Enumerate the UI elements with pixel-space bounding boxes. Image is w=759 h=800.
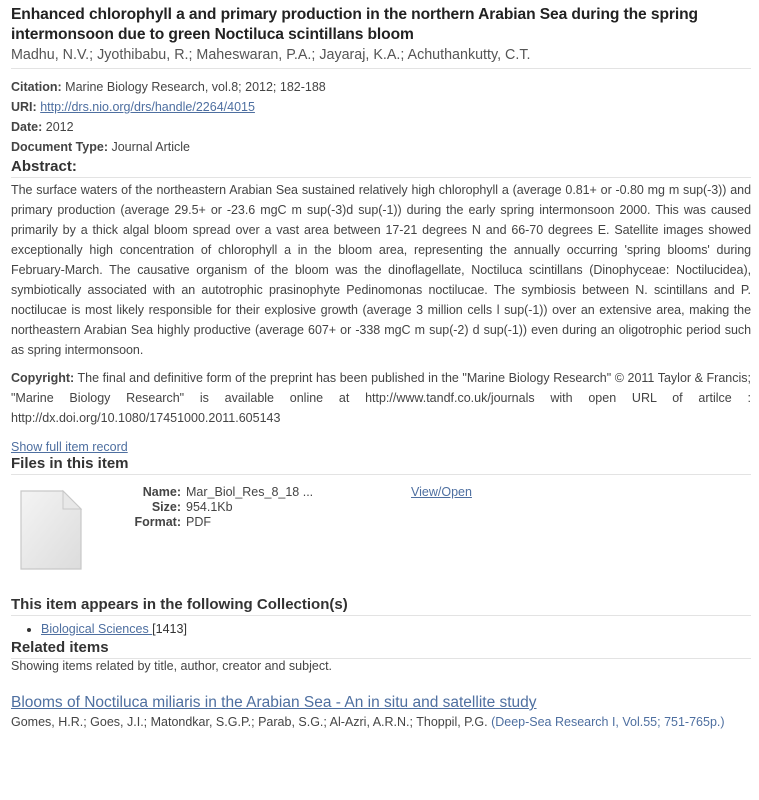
citation-value: Marine Biology Research, vol.8; 2012; 182-188 xyxy=(65,80,326,94)
file-format-value: PDF xyxy=(186,515,211,529)
file-name-row xyxy=(111,485,313,500)
date-label: Date: xyxy=(11,120,43,134)
file-format-label: Format: xyxy=(134,515,181,529)
collection-item xyxy=(41,620,751,638)
file-thumbnail-icon[interactable] xyxy=(19,489,83,571)
item-title: Enhanced chlorophyll a and primary production in the northern Arabian Sea during the spring intermonsoon due to green Noctiluca scintillans bloom xyxy=(11,6,698,43)
uri-link[interactable]: http://drs.nio.org/drs/handle/2264/4015 xyxy=(40,100,255,114)
file-size-label: Size: xyxy=(151,500,181,514)
file-row xyxy=(11,485,751,595)
file-name-value: Mar_Biol_Res_8_18 ... xyxy=(186,485,314,499)
related-item-authors: Gomes, H.R.; Goes, J.I.; Matondkar, S.G.P.; Parab, S.G.; Al-Azri, A.R.N.; Thoppil, P.G. xyxy=(11,715,488,729)
date-value: 2012 xyxy=(45,120,74,134)
related-item-citation: (Deep-Sea Research I, Vol.55; 751-765p.) xyxy=(491,715,725,729)
item-authors: Madhu, N.V.; Jyothibabu, R.; Maheswaran, P.A.; Jayaraj, K.A.; Achuthankutty, C.T. xyxy=(11,45,751,69)
document-icon xyxy=(19,489,83,571)
doctype-value: Journal Article xyxy=(111,140,190,154)
collections-heading: This item appears in the following Collection(s) xyxy=(11,595,751,616)
file-format-row xyxy=(111,515,313,530)
files-heading: Files in this item xyxy=(11,454,751,475)
collection-link[interactable]: Biological Sciences xyxy=(41,622,153,636)
copyright-text: The final and definitive form of the preprint has been published in the "Marine Biology Research" © 2011 Taylor & Francis; "Marine Biology Research" is available online at http://www.tandf.co.uk/journals with open URL of artilce : http://dx.doi.org/10.1080/17451000.2011.605143 xyxy=(11,371,752,425)
view-open-link[interactable]: View/Open xyxy=(411,485,472,499)
collections-list xyxy=(11,620,751,638)
file-size-row xyxy=(111,500,313,515)
file-name-label: Name: xyxy=(142,485,181,499)
show-full-record-link[interactable]: Show full item record xyxy=(11,440,128,454)
doctype-label: Document Type: xyxy=(11,140,108,154)
copyright-block xyxy=(11,368,751,428)
date-row xyxy=(11,117,751,137)
citation-row xyxy=(11,77,751,97)
copyright-label: Copyright: xyxy=(11,371,75,385)
related-subheading: Showing items related by title, author, creator and subject. xyxy=(11,659,333,673)
related-heading: Related items xyxy=(11,638,751,659)
related-item-title-link[interactable]: Blooms of Noctiluca miliaris in the Arabian Sea - An in situ and satellite study xyxy=(11,694,537,711)
abstract-text: The surface waters of the northeastern Arabian Sea sustained relatively high chlorophyll a (average 0.81+ or -0.80 mg m sup(-3)) and primary production (average 29.5+ or -23.6 mgC m sup(-3)d sup(-1)) during the early spring intermonsoon 2000. This was caused primarily by a thick algal bloom spread over a vast area between 17-21 degrees N and 66-70 degrees E. Satellite images showed exceptionally high concentration of chlorophyll a in the bloom area, representing the annually occurring 'spring blooms' during February-March. The causative organism of the bloom was the dinoflagellate, Noctiluca scintillans (Dinophyceae: Noctilucidea), symbiotically associated with an autotrophic prasinophyte Pedinomonas noctilucae. The symbiosis between N. scintillans and P. noctilucae is most likely responsible for their explosive growth (average 3 million cells l sup(-1)) over an extensive area, making the northeastern Arabian Sea highly productive (average 607+ or -338 mgC m sup(-2) d sup(-1)) even during an oligotrophic period such as spring intermonsoon. xyxy=(11,183,751,357)
uri-row xyxy=(11,97,751,117)
abstract-heading: Abstract: xyxy=(11,157,751,178)
file-fields xyxy=(111,485,313,530)
uri-label: URI: xyxy=(11,100,37,114)
collection-count: [1413] xyxy=(152,622,187,636)
related-item-meta xyxy=(11,713,751,732)
related-item xyxy=(11,693,751,732)
doctype-row xyxy=(11,137,751,157)
citation-label: Citation: xyxy=(11,80,62,94)
file-size-value: 954.1Kb xyxy=(186,500,233,514)
